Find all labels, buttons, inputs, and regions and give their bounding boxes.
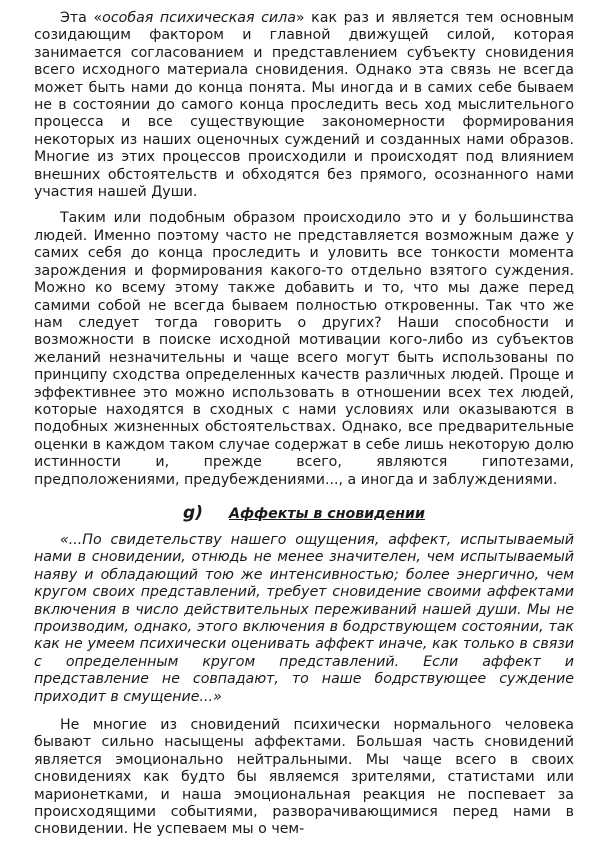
paragraph-text: » как раз и является тем основным созидающим фактором и главной движущей силой, которая занимается согласованием и представлением субъекту сновидения всего исходного материала сновидения. Однако эта связь не всегда может быть нами до конца понята. Мы иногда и в самих себе бываем не в состоянии до самого конца проследить весь ход мыслительного процесса и все существующие закономерности формирования некоторых из наших оценочных суждений и созданных нами образов. Многие из этих процессов происходили и происходят под влиянием внешних обстоятельств и обходятся без прямого, осознанного нами участия нашей Души. (34, 10, 574, 201)
section-letter: g) (183, 502, 203, 523)
section-title: Аффекты в сновидении (229, 505, 425, 522)
paragraph-text: Эта « (60, 10, 103, 26)
section-heading (34, 504, 574, 523)
block-quote: «...По свидетельству нашего ощущения, аффект, испытываемый нами в сновидении, отнюдь не менее значителен, чем испытываемый наяву и обладающий тою же интенсивностью; более энергично, чем кругом своих представлений, требует сновидение своими аффектами включения в число действительных переживаний нашей души. Мы не производим, однако, этого включения в бодрствующем состоянии, так как не умеем психически оценивать аффект иначе, как только в связи с определенным кругом представлений. Если аффект и представление не совпадают, то наше бодрствующее суждение приходит в смущение...» (34, 531, 574, 705)
paragraph-self-analysis: Таким или подобным образом происходило это и у большинства людей. Именно поэтому часто не представляется возможным даже у самих себя до конца проследить и уловить все тонкости момента зарождения и формирования какого-то отдельно взятого суждения. Можно ко всему этому также добавить и то, что мы даже перед самими собой не всегда бываем полностью откровенны. Так что же нам следует тогда говорить о других? Наши способности и возможности в поиске исходной мотивации кого-либо из субъектов желаний незначительны и чаще всего могут быть использованы по принципу сходства определенных качеств различных людей. Проще и эффективнее это можно использовать в отношении всех тех людей, которые находятся в сходных с нами условиях или оказываются в подобных жизненных обстоятельствах. Однако, все предварительные оценки в каждом таком случае содержат в себе лишь некоторую долю истинности и, прежде всего, являются гипотезами, предположениями, предубеждениями..., а иногда и заблуждениями. (34, 210, 574, 488)
emphasis-text: особая психическая сила (102, 10, 296, 26)
paragraph-psychic-force (34, 10, 574, 201)
paragraph-affects: Не многие из сновидений психически нормального человека бывают сильно насыщены аффектами. Большая часть сновидений является эмоционально нейтральными. Мы чаще всего в своих сновидениях как будто бы являемся зрителями, статистами или марионетками, и наша эмоциональная реакция не поспевает за происходящими событиями, разворачивающимися перед нами в сновидении. Не успеваем мы о чем- (34, 717, 574, 838)
document-page (34, 10, 574, 839)
